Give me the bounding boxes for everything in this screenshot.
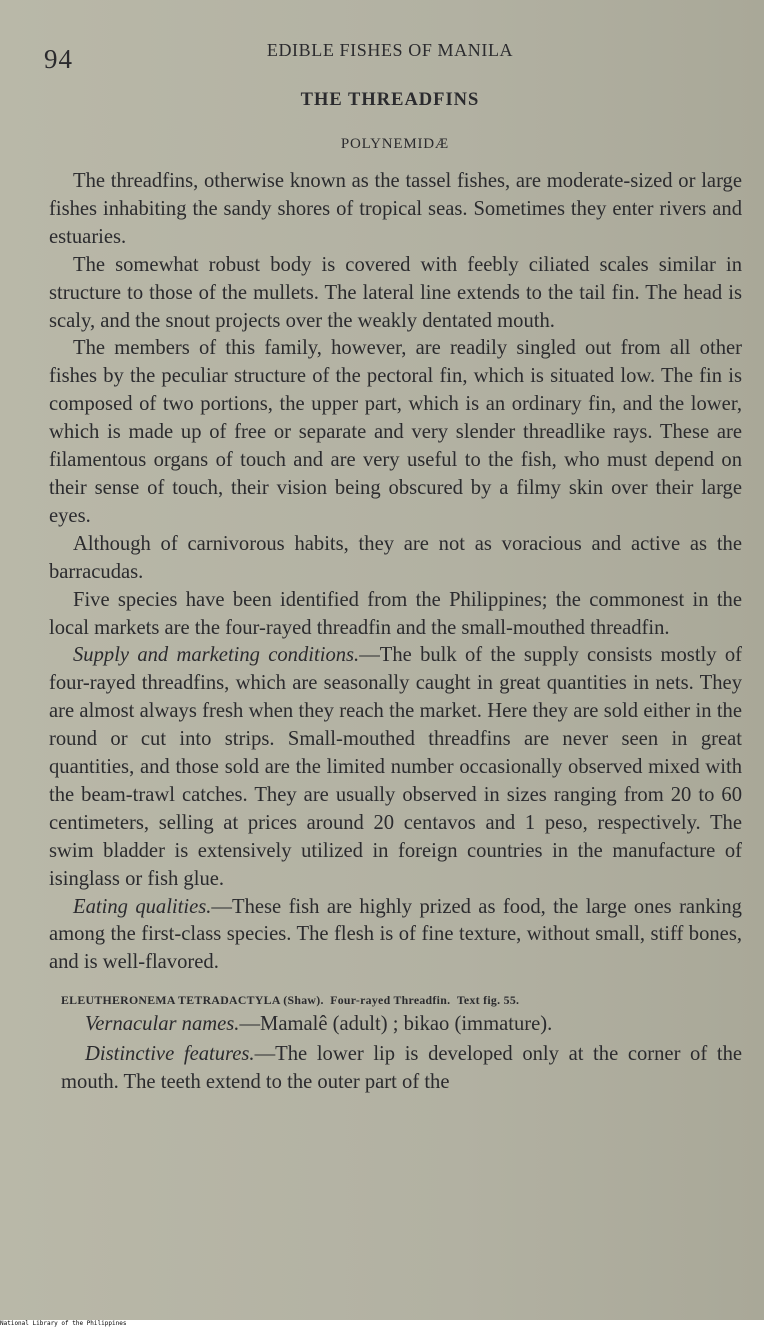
paragraph-intro: The threadfins, otherwise known as the tassel fishes, are moderate-sized or large fishes inhabiting the sandy shores of tropical seas. Sometimes they enter rivers and estuaries. bbox=[49, 170, 742, 248]
vernacular-label: Vernacular names. bbox=[85, 1013, 240, 1036]
eating-label: Eating qualities. bbox=[73, 895, 212, 918]
paragraph-distinctive bbox=[49, 1041, 742, 1097]
library-credit: National Library of the Philippines bbox=[0, 1320, 127, 1327]
species-figure-ref: Text fig. 55. bbox=[456, 993, 520, 1008]
chapter-title: THE THREADFINS bbox=[300, 90, 480, 110]
paragraph-habits: Although of carnivorous habits, they are not as voracious and active as the barracudas. bbox=[49, 532, 742, 583]
paragraph-body-scales: The somewhat robust body is covered with feebly ciliated scales similar in structure to those of the mullets. The lateral line extends to the tail fin. The head is scaly, and the snout projects over the weakly dentated mouth. bbox=[49, 253, 742, 332]
body-text bbox=[49, 168, 742, 1097]
paragraph-vernacular bbox=[49, 1011, 742, 1039]
species-heading bbox=[61, 991, 742, 1009]
species-scientific-name: ELEUTHERONEMA TETRADACTYLA bbox=[61, 993, 280, 1008]
vernacular-text: —Mamalê (adult) ; bikao (immature). bbox=[239, 1013, 553, 1036]
supply-label: Supply and marketing conditions. bbox=[73, 644, 360, 667]
eating-text: —These fish are highly prized as food, the large ones ranking among the first-class species. The flesh is of fine texture, without small, stiff bones, and is well-flavored. bbox=[49, 895, 742, 974]
distinctive-text: —The lower lip is developed only at the corner of the mouth. The teeth extend to the outer part of the bbox=[61, 1043, 743, 1094]
paragraph-eating bbox=[49, 894, 742, 978]
distinctive-label: Distinctive features. bbox=[85, 1043, 255, 1066]
paragraph-species-count: Five species have been identified from the Philippines; the commonest in the local markets are the four-rayed threadfin and the small-mouthed threadfin. bbox=[49, 588, 742, 639]
paragraph-pectoral-fin: The members of this family, however, are readily singled out from all other fishes by the peculiar structure of the pectoral fin, which is situated low. The fin is composed of two portions, the upper part, which is an ordinary fin, and the lower, which is made up of free or separate and very slender threadlike rays. These are filamentous organs of touch and are very useful to the fish, who must depend on their sense of touch, their vision being obscured by a filmy skin over their large eyes. bbox=[49, 337, 742, 527]
supply-text: —The bulk of the supply consists mostly of four-rayed threadfins, which are seasonally caught in great quantities in nets. They are almost always fresh when they reach the market. Here they are sold either in the round or cut into strips. Small-mouthed threadfins are never seen in great quantities, and those sold are the limited number occasionally observed mixed with the beam-trawl catches. They are usually observed in sizes ranging from 20 to 60 centimeters, selling at prices around 20 centavos and 1 peso, respectively. The swim bladder is extensively utilized in foreign countries in the manufacture of isinglass or fish glue. bbox=[49, 644, 742, 890]
family-name: POLYNEMIDÆ bbox=[340, 136, 450, 152]
page-number: 94 bbox=[44, 44, 73, 74]
species-common-name: Four-rayed Threadfin. bbox=[330, 993, 451, 1008]
running-head: EDIBLE FISHES OF MANILA bbox=[266, 40, 514, 60]
paragraph-supply bbox=[49, 642, 742, 893]
species-authority: (Shaw). bbox=[283, 993, 324, 1008]
